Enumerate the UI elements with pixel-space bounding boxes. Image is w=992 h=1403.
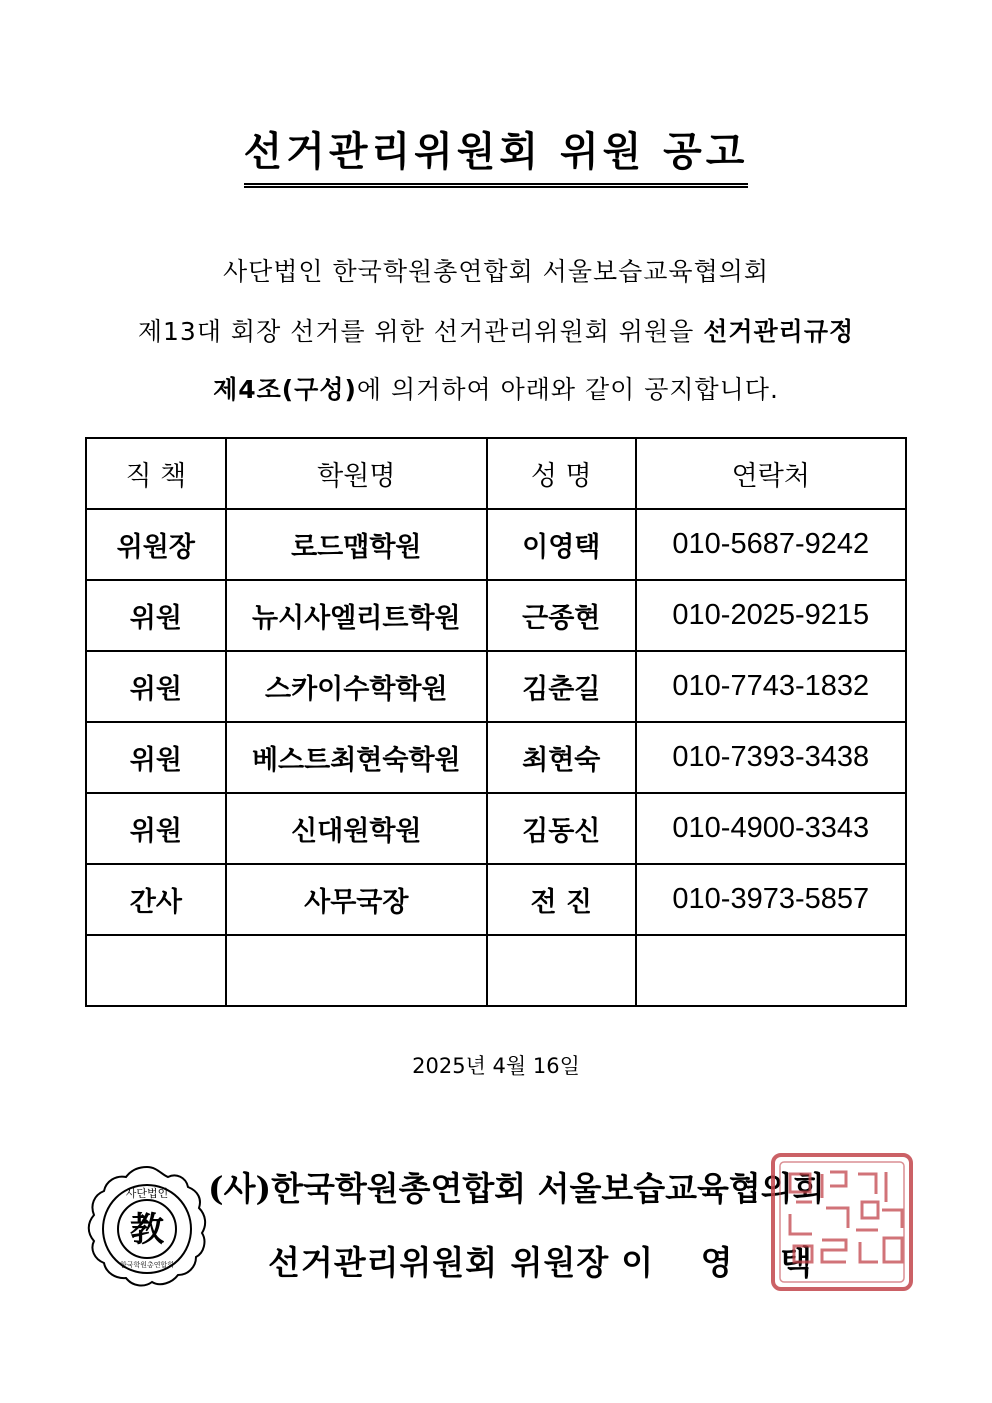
cell-academy: 로드맵학원 bbox=[226, 509, 487, 580]
cell-position bbox=[86, 935, 226, 1006]
emblem-top-text: 사단법인 bbox=[125, 1187, 169, 1200]
emblem-center-char: 教 bbox=[130, 1210, 164, 1250]
table-header-row bbox=[86, 438, 906, 509]
cell-contact: 010-4900-3343 bbox=[636, 793, 906, 864]
chair-name: 이 영 택 bbox=[621, 1243, 830, 1282]
cell-contact: 010-5687-9242 bbox=[636, 509, 906, 580]
intro-line-3 bbox=[0, 370, 992, 406]
cell-position: 위원 bbox=[86, 651, 226, 722]
cell-contact: 010-7393-3438 bbox=[636, 722, 906, 793]
cell-position: 위원장 bbox=[86, 509, 226, 580]
table-row bbox=[86, 722, 906, 793]
official-red-seal bbox=[770, 1152, 914, 1292]
cell-academy bbox=[226, 935, 487, 1006]
cell-name: 김춘길 bbox=[487, 651, 636, 722]
table-row bbox=[86, 580, 906, 651]
table-row bbox=[86, 864, 906, 935]
notice-date: 2025년 4월 16일 bbox=[412, 1054, 580, 1078]
emblem-ring-text: 한국학원총연합회 bbox=[119, 1261, 175, 1269]
table-row bbox=[86, 651, 906, 722]
chair-title: 선거관리위원회 위원장 bbox=[268, 1243, 610, 1282]
cell-name: 근종현 bbox=[487, 580, 636, 651]
committee-table bbox=[85, 437, 907, 1007]
cell-name: 전 진 bbox=[487, 864, 636, 935]
cell-position: 위원 bbox=[86, 793, 226, 864]
table-row-empty bbox=[86, 935, 906, 1006]
intro-line-2-a: 제13대 회장 선거를 위한 선거관리위원회 위원을 bbox=[137, 317, 704, 346]
cell-academy: 사무국장 bbox=[226, 864, 487, 935]
cell-academy: 뉴시사엘리트학원 bbox=[226, 580, 487, 651]
cell-contact bbox=[636, 935, 906, 1006]
header-name: 성 명 bbox=[487, 438, 636, 509]
cell-contact: 010-7743-1832 bbox=[636, 651, 906, 722]
intro-line-1-text: 사단법인 한국학원총연합회 서울보습교육협의회 bbox=[222, 257, 770, 286]
cell-position: 위원 bbox=[86, 722, 226, 793]
table-row bbox=[86, 509, 906, 580]
cell-contact: 010-3973-5857 bbox=[636, 864, 906, 935]
chair-signature-line bbox=[268, 1237, 830, 1284]
cell-name: 김동신 bbox=[487, 793, 636, 864]
cell-academy: 베스트최현숙학원 bbox=[226, 722, 487, 793]
header-position: 직 책 bbox=[86, 438, 226, 509]
header-academy: 학원명 bbox=[226, 438, 487, 509]
table-row bbox=[86, 793, 906, 864]
cell-position: 간사 bbox=[86, 864, 226, 935]
header-contact: 연락처 bbox=[636, 438, 906, 509]
association-emblem-seal bbox=[82, 1163, 212, 1293]
organization-name: (사)한국학원총연합회 서울보습교육협의회 bbox=[208, 1169, 825, 1208]
intro-line-1 bbox=[0, 252, 992, 288]
page-title-text: 선거관리위원회 위원 공고 bbox=[244, 120, 749, 188]
intro-line-2 bbox=[0, 312, 992, 348]
cell-name bbox=[487, 935, 636, 1006]
cell-name: 이영택 bbox=[487, 509, 636, 580]
cell-contact: 010-2025-9215 bbox=[636, 580, 906, 651]
cell-academy: 신대원학원 bbox=[226, 793, 487, 864]
page-title bbox=[0, 120, 992, 188]
cell-academy: 스카이수학학원 bbox=[226, 651, 487, 722]
cell-position: 위원 bbox=[86, 580, 226, 651]
intro-line-3-b: 에 의거하여 아래와 같이 공지합니다. bbox=[356, 375, 779, 404]
intro-line-2-b: 선거관리규정 bbox=[703, 317, 855, 346]
intro-line-3-a: 제4조(구성) bbox=[213, 375, 357, 404]
cell-name: 최현숙 bbox=[487, 722, 636, 793]
